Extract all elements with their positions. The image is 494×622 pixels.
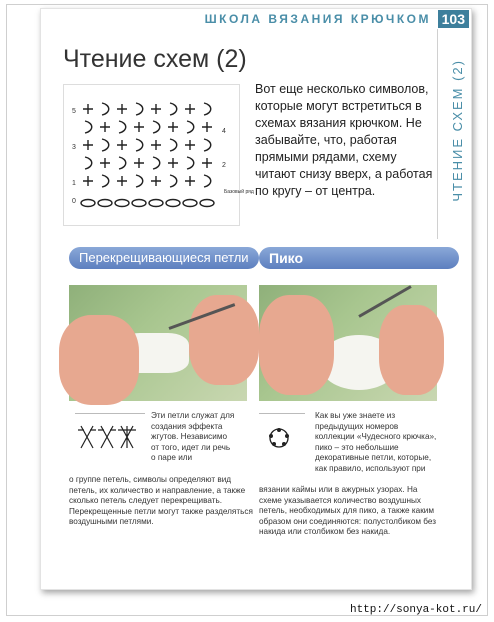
row-label-1: 1 [72, 180, 76, 187]
cross-stitch-symbol [134, 158, 144, 168]
loop-stitch-symbol [170, 139, 177, 151]
chain-stitch-symbol [183, 200, 197, 207]
cross-stitch-symbol [151, 140, 161, 150]
cross-stitch-symbol [117, 140, 127, 150]
row-label-0: 0 [72, 198, 76, 205]
header-title: ШКОЛА ВЯЗАНИЯ КРЮЧКОМ [204, 12, 431, 26]
chain-stitch-symbol [166, 200, 180, 207]
loop-stitch-symbol [119, 157, 126, 169]
loop-stitch-symbol [102, 103, 109, 115]
chain-stitch-symbol [149, 200, 163, 207]
left-hand [259, 295, 334, 395]
loop-stitch-symbol [102, 175, 109, 187]
diagram-svg [64, 85, 254, 225]
picot-symbol [259, 413, 305, 476]
intro-text: Вот еще несколько символов, которые могут встретиться в схемах вязания крючком. Не забывайте, что, работая прямыми рядами, схему читают снизу вверх, а работая по кругу – от центра. [255, 82, 433, 198]
book-page [40, 8, 472, 590]
loop-stitch-symbol [85, 157, 92, 169]
page-header [41, 9, 471, 29]
loop-stitch-symbol [136, 175, 143, 187]
row-label-2: 2 [222, 162, 226, 169]
row-label-5: 5 [72, 108, 76, 115]
loop-stitch-symbol [102, 139, 109, 151]
cross-stitch-symbol [168, 122, 178, 132]
cross-stitch-symbol [100, 158, 110, 168]
loop-stitch-symbol [204, 103, 211, 115]
cross-stitch-symbol [151, 176, 161, 186]
chain-stitch-symbol [132, 200, 146, 207]
cross-stitch-symbol [83, 140, 93, 150]
picot-text-bottom: вязании каймы или в ажурных узорах. На схеме указывается количество воздушных петель, необходимых для пико, а также каким образом они соединяются: полустолбиком без накида или столбиком без накида. [259, 485, 437, 536]
cross-stitch-symbol [100, 122, 110, 132]
loop-stitch-symbol [170, 175, 177, 187]
cross-stitch-symbol [83, 104, 93, 114]
tab-crossed-stitches: Перекрещивающиеся петли [69, 247, 259, 269]
chain-stitch-symbol [81, 200, 95, 207]
cross-stitch-symbol [185, 104, 195, 114]
page-title: Чтение схем (2) [63, 45, 247, 73]
cross-stitch-symbol [117, 104, 127, 114]
side-label: ЧТЕНИЕ СХЕМ (2) [450, 59, 465, 202]
loop-stitch-symbol [136, 103, 143, 115]
photo-picot [259, 285, 437, 401]
loop-stitch-symbol [136, 139, 143, 151]
cross-stitch-symbol [134, 122, 144, 132]
cross-stitch-symbol [202, 158, 212, 168]
loop-stitch-symbol [85, 121, 92, 133]
row-label-3: 3 [72, 144, 76, 151]
picot-svg [259, 414, 305, 454]
loop-stitch-symbol [187, 121, 194, 133]
crochet-diagram [63, 84, 254, 226]
cross-stitch-symbol [202, 122, 212, 132]
crossed-text-bottom: о группе петель, символы определяют вид петель, их количество и направление, а также сколько петель следует перекрещивать. Перекрещенные петли могут также разделяться воздушными петлями. [69, 475, 253, 526]
side-bar [437, 29, 471, 239]
cross-stitch-symbol [151, 104, 161, 114]
chain-stitch-symbol [115, 200, 129, 207]
chain-stitch-symbol [98, 200, 112, 207]
cross-stitch-symbol [185, 176, 195, 186]
left-hand [59, 315, 139, 405]
base-row-note: Базовый ряд [224, 189, 254, 195]
watermark-url: http://sonya-kot.ru/ [349, 604, 482, 616]
crossed-stitch-symbols [75, 413, 145, 476]
cross-stitch-symbol [168, 158, 178, 168]
picot-text-top: Как вы уже знаете из предыдущих номеров коллекции «Чудесного крючка», пико – это небольшие декоративные петли, которые, как правило, используют при [315, 411, 437, 473]
loop-stitch-symbol [204, 139, 211, 151]
cross-stitch-symbol [83, 176, 93, 186]
loop-stitch-symbol [187, 157, 194, 169]
chain-stitch-symbol [200, 200, 214, 207]
row-label-4: 4 [222, 128, 226, 135]
crossed-stitch-svg [75, 414, 145, 454]
page-number: 103 [438, 10, 469, 28]
loop-stitch-symbol [153, 157, 160, 169]
loop-stitch-symbol [153, 121, 160, 133]
loop-stitch-symbol [170, 103, 177, 115]
loop-stitch-symbol [204, 175, 211, 187]
tab-picot: Пико [259, 247, 459, 269]
photo-crossed-stitches [69, 285, 247, 401]
crossed-text-top: Эти петли служат для создания эффекта жгутов. Независимо от того, идет ли речь о паре или [151, 411, 235, 462]
loop-stitch-symbol [119, 121, 126, 133]
right-hand [379, 305, 444, 395]
cross-stitch-symbol [185, 140, 195, 150]
cross-stitch-symbol [117, 176, 127, 186]
